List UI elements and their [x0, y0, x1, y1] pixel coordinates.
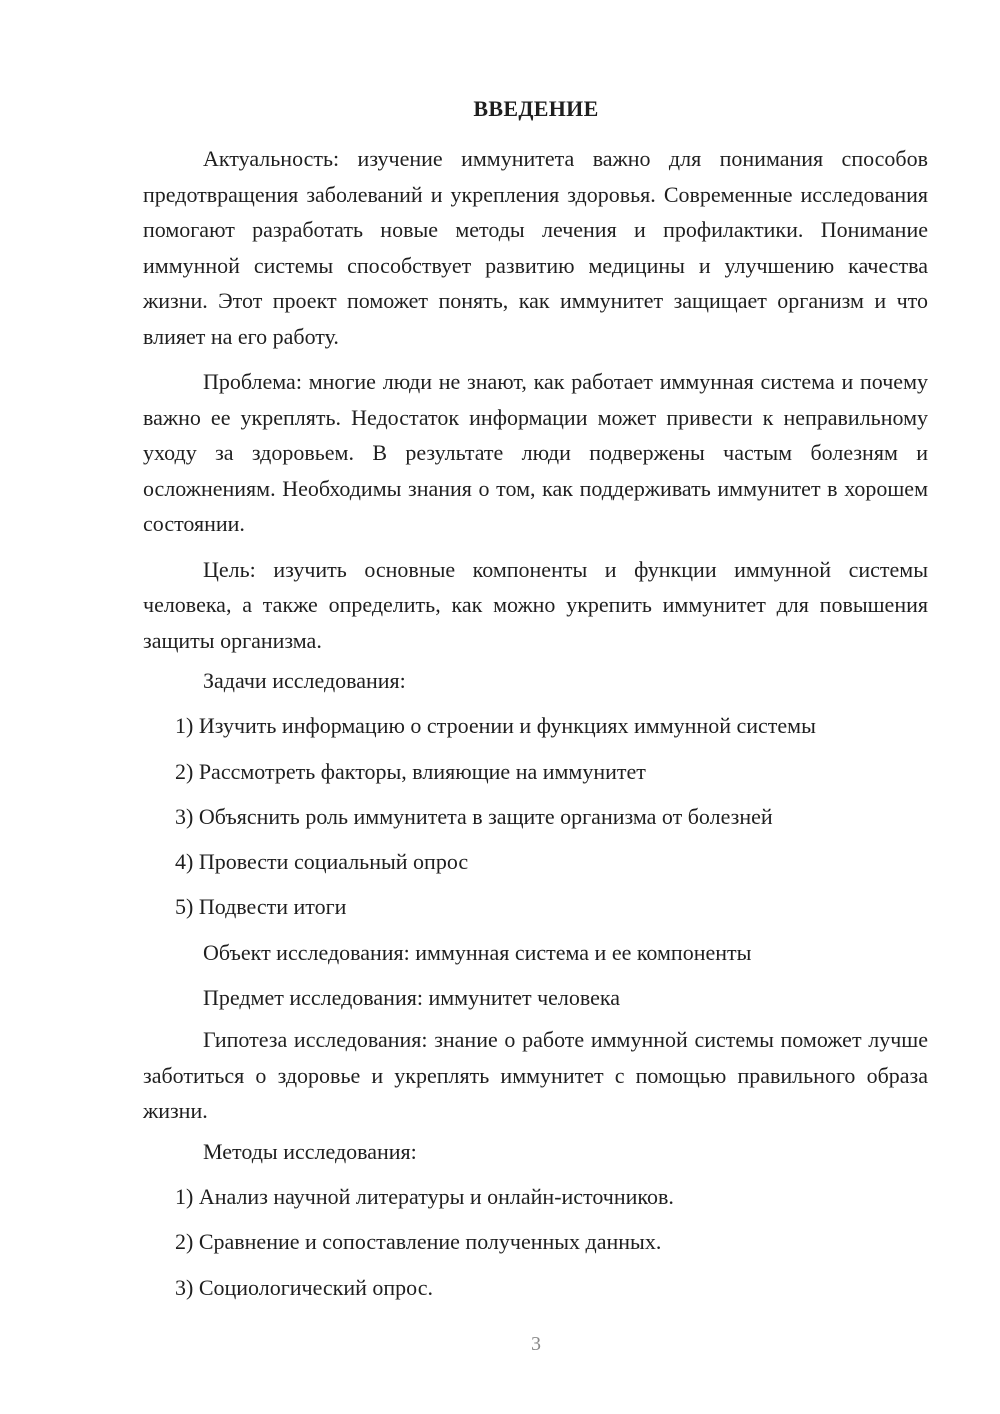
tasks-list-item: 5) Подвести итоги — [175, 894, 347, 920]
methods-heading: Методы исследования: — [203, 1138, 417, 1164]
tasks-heading: Задачи исследования: — [203, 668, 406, 693]
research-object: Объект исследования: иммунная система и ее компоненты — [203, 939, 752, 965]
methods-list-item: 3) Социологический опрос. — [175, 1274, 433, 1300]
methods-list-item: 1) Анализ научной литературы и онлайн-источников. — [175, 1184, 674, 1210]
research-subject: Предмет исследования: иммунитет человека — [203, 985, 621, 1011]
page-title: ВВЕДЕНИЕ — [473, 96, 599, 121]
problem-paragraph: Проблема: многие люди не знают, как работает иммунная система и почему важно ее укреплять. Недостаток информации может привести к неправильному уходу за здоровьем. В результате люди подвержены частым болезням и осложнениям. Необходимы знания о том, как поддерживать иммунитет в хорошем состоянии. — [143, 369, 928, 536]
page-number: 3 — [531, 1333, 541, 1355]
tasks-list-item: 3) Объяснить роль иммунитета в защите организма от болезней — [175, 803, 773, 829]
tasks-list-item: 2) Рассмотреть факторы, влияющие на иммунитет — [175, 758, 646, 784]
goal-paragraph: Цель: изучить основные компоненты и функции иммунной системы человека, а также определить, как можно укрепить иммунитет для повышения защиты организма. — [143, 556, 928, 653]
tasks-list-item: 1) Изучить информацию о строении и функциях иммунной системы — [175, 713, 816, 739]
tasks-list-item: 4) Провести социальный опрос — [175, 849, 469, 875]
hypothesis-paragraph: Гипотеза исследования: знание о работе иммунной системы поможет лучше заботиться о здоровье и укреплять иммунитет с помощью правильного образа жизни. — [143, 1027, 928, 1124]
methods-list-item: 2) Сравнение и сопоставление полученных данных. — [175, 1229, 662, 1255]
relevance-paragraph: Актуальность: изучение иммунитета важно для понимания способов предотвращения заболеваний и укрепления здоровья. Современные исследования помогают разработать новые методы лечения и профилактики. Понимание иммунной системы способствует развитию медицины и улучшению качества жизни. Этот проект поможет понять, как иммунитет защищает организм и что влияет на его работу. — [143, 146, 928, 349]
document-body — [143, 141, 928, 1310]
